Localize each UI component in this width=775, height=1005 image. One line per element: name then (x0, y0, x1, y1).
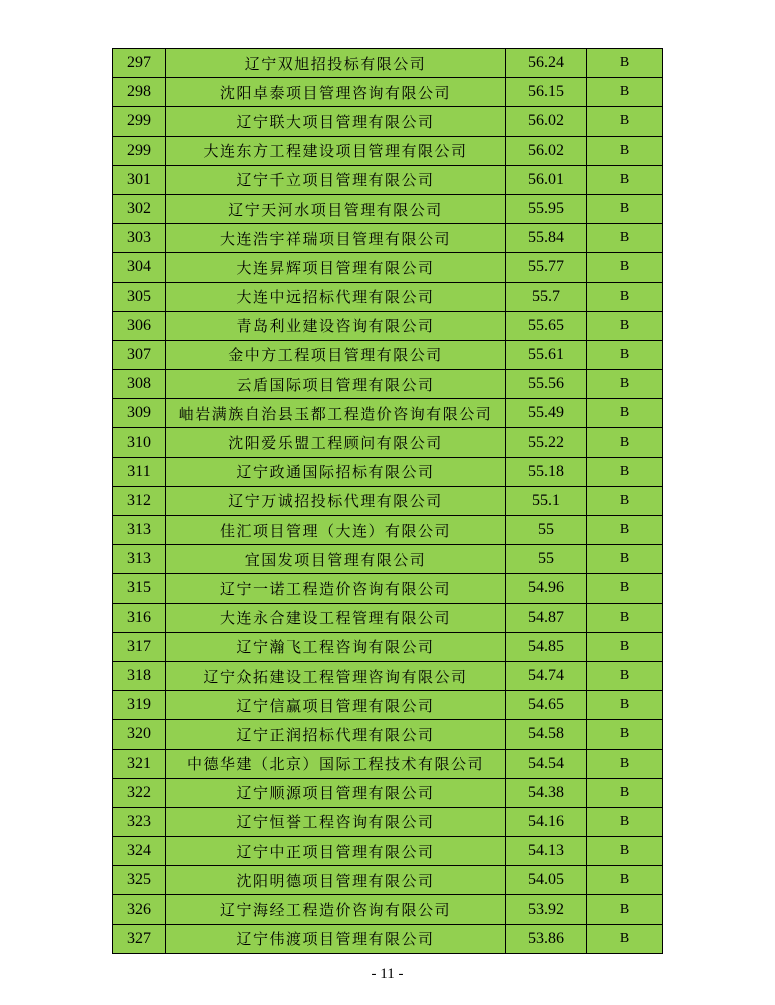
company-name-cell: 沈阳爱乐盟工程顾问有限公司 (166, 428, 506, 457)
rank-cell: 327 (113, 924, 166, 953)
rank-cell: 305 (113, 282, 166, 311)
rank-cell: 319 (113, 691, 166, 720)
rank-cell: 320 (113, 720, 166, 749)
table-row (113, 691, 663, 720)
rank-cell: 323 (113, 807, 166, 836)
company-name-cell: 中德华建（北京）国际工程技术有限公司 (166, 749, 506, 778)
score-cell: 55.95 (506, 194, 587, 223)
grade-cell: B (587, 428, 663, 457)
rank-cell: 297 (113, 49, 166, 78)
table-row (113, 837, 663, 866)
table-row (113, 778, 663, 807)
company-name-cell: 佳汇项目管理（大连）有限公司 (166, 516, 506, 545)
page-number: - 11 - (371, 966, 404, 982)
company-name-cell: 大连永合建设工程管理有限公司 (166, 603, 506, 632)
score-cell: 56.15 (506, 78, 587, 107)
company-name-cell: 辽宁天河水项目管理有限公司 (166, 194, 506, 223)
grade-cell: B (587, 807, 663, 836)
company-name-cell: 辽宁联大项目管理有限公司 (166, 107, 506, 136)
score-cell: 54.38 (506, 778, 587, 807)
table-row (113, 457, 663, 486)
company-name-cell: 沈阳明德项目管理有限公司 (166, 866, 506, 895)
rank-cell: 308 (113, 370, 166, 399)
rank-cell: 313 (113, 545, 166, 574)
table-row (113, 545, 663, 574)
company-name-cell: 宜国发项目管理有限公司 (166, 545, 506, 574)
grade-cell: B (587, 78, 663, 107)
rank-cell: 311 (113, 457, 166, 486)
table-row (113, 311, 663, 340)
company-name-cell: 大连东方工程建设项目管理有限公司 (166, 136, 506, 165)
company-name-cell: 大连中远招标代理有限公司 (166, 282, 506, 311)
grade-cell: B (587, 632, 663, 661)
score-cell: 55.18 (506, 457, 587, 486)
company-name-cell: 辽宁瀚飞工程咨询有限公司 (166, 632, 506, 661)
company-name-cell: 辽宁顺源项目管理有限公司 (166, 778, 506, 807)
company-name-cell: 辽宁众拓建设工程管理咨询有限公司 (166, 661, 506, 690)
company-name-cell: 辽宁政通国际招标有限公司 (166, 457, 506, 486)
grade-cell: B (587, 574, 663, 603)
rank-cell: 318 (113, 661, 166, 690)
company-name-cell: 辽宁伟渡项目管理有限公司 (166, 924, 506, 953)
table-row (113, 165, 663, 194)
table-row (113, 603, 663, 632)
score-cell: 54.74 (506, 661, 587, 690)
rank-cell: 324 (113, 837, 166, 866)
grade-cell: B (587, 516, 663, 545)
rank-cell: 298 (113, 78, 166, 107)
score-cell: 55.22 (506, 428, 587, 457)
table-row (113, 720, 663, 749)
grade-cell: B (587, 136, 663, 165)
grade-cell: B (587, 194, 663, 223)
company-name-cell: 辽宁海经工程造价咨询有限公司 (166, 895, 506, 924)
rank-cell: 321 (113, 749, 166, 778)
table-row (113, 224, 663, 253)
grade-cell: B (587, 895, 663, 924)
grade-cell: B (587, 311, 663, 340)
score-cell: 55.61 (506, 340, 587, 369)
rank-cell: 313 (113, 516, 166, 545)
score-cell: 55 (506, 545, 587, 574)
rank-cell: 304 (113, 253, 166, 282)
score-cell: 55.84 (506, 224, 587, 253)
score-cell: 56.01 (506, 165, 587, 194)
table-row (113, 107, 663, 136)
score-cell: 54.54 (506, 749, 587, 778)
grade-cell: B (587, 253, 663, 282)
grade-cell: B (587, 661, 663, 690)
company-name-cell: 辽宁双旭招投标有限公司 (166, 49, 506, 78)
score-cell: 55.56 (506, 370, 587, 399)
table-row (113, 136, 663, 165)
rank-cell: 315 (113, 574, 166, 603)
score-cell: 54.65 (506, 691, 587, 720)
score-cell: 53.92 (506, 895, 587, 924)
score-cell: 55.7 (506, 282, 587, 311)
grade-cell: B (587, 924, 663, 953)
score-cell: 56.02 (506, 107, 587, 136)
score-cell: 55.77 (506, 253, 587, 282)
grade-cell: B (587, 749, 663, 778)
rank-cell: 309 (113, 399, 166, 428)
score-cell: 54.05 (506, 866, 587, 895)
company-name-cell: 金中方工程项目管理有限公司 (166, 340, 506, 369)
grade-cell: B (587, 778, 663, 807)
rank-cell: 306 (113, 311, 166, 340)
table-row (113, 194, 663, 223)
grade-cell: B (587, 165, 663, 194)
company-name-cell: 辽宁恒誉工程咨询有限公司 (166, 807, 506, 836)
score-cell: 56.24 (506, 49, 587, 78)
score-cell: 54.96 (506, 574, 587, 603)
rank-cell: 310 (113, 428, 166, 457)
rank-cell: 312 (113, 486, 166, 515)
grade-cell: B (587, 370, 663, 399)
score-cell: 54.58 (506, 720, 587, 749)
table-row (113, 253, 663, 282)
table-row (113, 486, 663, 515)
table-row (113, 807, 663, 836)
rank-cell: 326 (113, 895, 166, 924)
grade-cell: B (587, 545, 663, 574)
rank-cell: 303 (113, 224, 166, 253)
grade-cell: B (587, 866, 663, 895)
company-name-cell: 青岛利业建设咨询有限公司 (166, 311, 506, 340)
rank-cell: 325 (113, 866, 166, 895)
score-cell: 54.13 (506, 837, 587, 866)
rank-cell: 307 (113, 340, 166, 369)
table-row (113, 340, 663, 369)
table-row (113, 428, 663, 457)
score-cell: 56.02 (506, 136, 587, 165)
grade-cell: B (587, 282, 663, 311)
grade-cell: B (587, 399, 663, 428)
company-name-cell: 辽宁正润招标代理有限公司 (166, 720, 506, 749)
score-cell: 54.85 (506, 632, 587, 661)
table-row (113, 749, 663, 778)
table-row (113, 49, 663, 78)
company-name-cell: 辽宁千立项目管理有限公司 (166, 165, 506, 194)
company-name-cell: 云盾国际项目管理有限公司 (166, 370, 506, 399)
table-row (113, 632, 663, 661)
table-row (113, 866, 663, 895)
table-row (113, 661, 663, 690)
grade-cell: B (587, 49, 663, 78)
score-cell: 55.1 (506, 486, 587, 515)
grade-cell: B (587, 837, 663, 866)
ranking-table-body (113, 49, 663, 954)
company-name-cell: 辽宁中正项目管理有限公司 (166, 837, 506, 866)
score-cell: 53.86 (506, 924, 587, 953)
score-cell: 54.16 (506, 807, 587, 836)
score-cell: 55.49 (506, 399, 587, 428)
table-row (113, 78, 663, 107)
rank-cell: 317 (113, 632, 166, 661)
table-row (113, 895, 663, 924)
company-name-cell: 沈阳卓泰项目管理咨询有限公司 (166, 78, 506, 107)
company-name-cell: 大连昇辉项目管理有限公司 (166, 253, 506, 282)
grade-cell: B (587, 224, 663, 253)
grade-cell: B (587, 720, 663, 749)
rank-cell: 302 (113, 194, 166, 223)
company-name-cell: 辽宁信赢项目管理有限公司 (166, 691, 506, 720)
grade-cell: B (587, 457, 663, 486)
grade-cell: B (587, 340, 663, 369)
grade-cell: B (587, 691, 663, 720)
table-row (113, 282, 663, 311)
grade-cell: B (587, 107, 663, 136)
rank-cell: 299 (113, 136, 166, 165)
rank-cell: 301 (113, 165, 166, 194)
company-name-cell: 辽宁一诺工程造价咨询有限公司 (166, 574, 506, 603)
ranking-table (112, 48, 663, 954)
table-row (113, 399, 663, 428)
score-cell: 55.65 (506, 311, 587, 340)
rank-cell: 322 (113, 778, 166, 807)
grade-cell: B (587, 603, 663, 632)
table-row (113, 516, 663, 545)
company-name-cell: 大连浩宇祥瑞项目管理有限公司 (166, 224, 506, 253)
table-row (113, 574, 663, 603)
company-name-cell: 岫岩满族自治县玉都工程造价咨询有限公司 (166, 399, 506, 428)
score-cell: 54.87 (506, 603, 587, 632)
rank-cell: 316 (113, 603, 166, 632)
company-name-cell: 辽宁万诚招投标代理有限公司 (166, 486, 506, 515)
grade-cell: B (587, 486, 663, 515)
score-cell: 55 (506, 516, 587, 545)
table-row (113, 370, 663, 399)
table-row (113, 924, 663, 953)
rank-cell: 299 (113, 107, 166, 136)
